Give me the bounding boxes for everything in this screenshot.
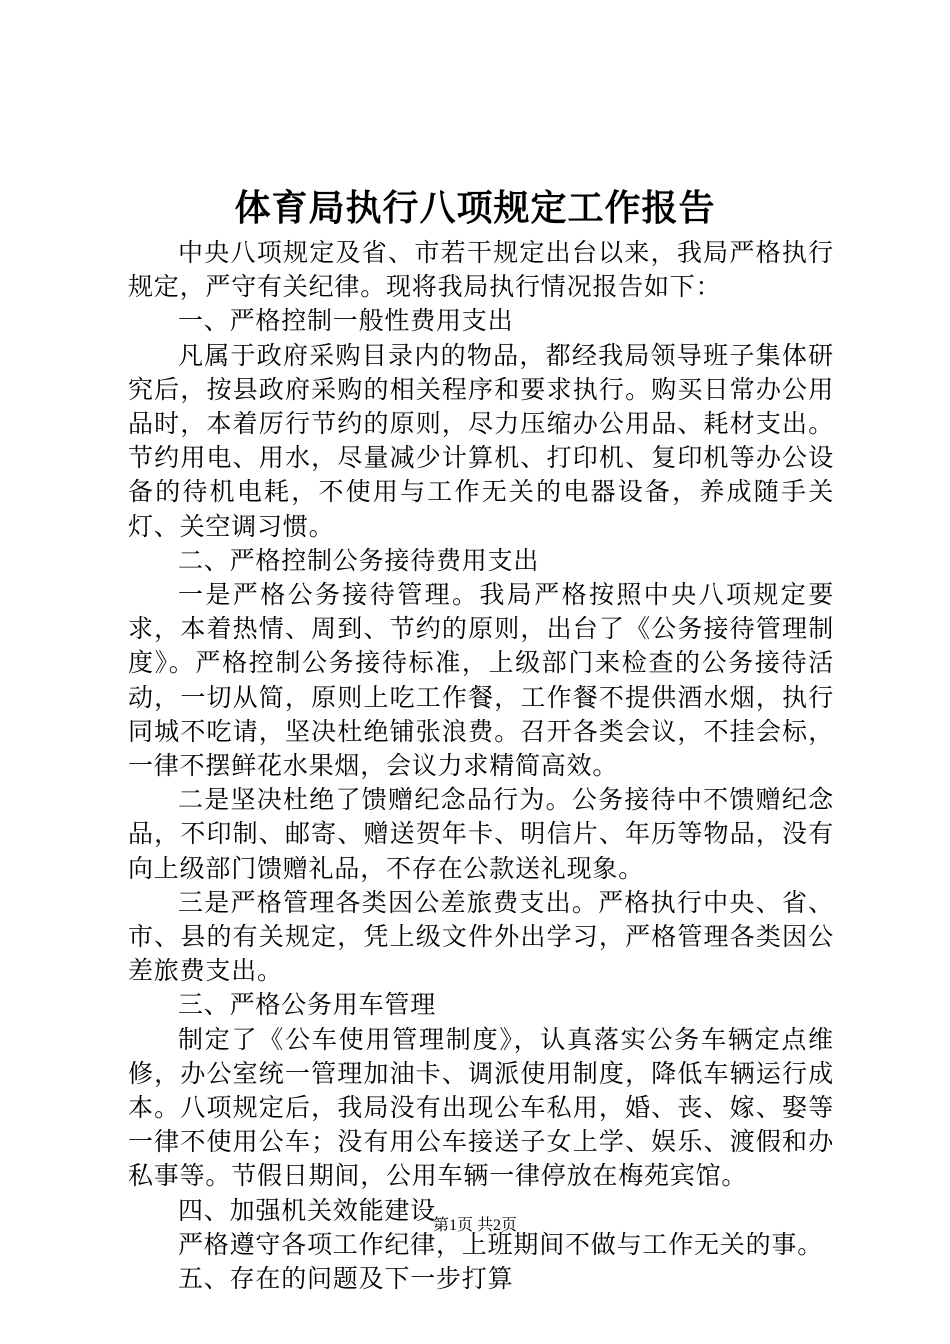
section-2-paragraph-1: 一是严格公务接待管理。我局严格按照中央八项规定要求，本着热情、周到、节约的原则，出台了《公务接待管理制度》。严格控制公务接待标准，上级部门来检查的公务接待活动，一切从简，原则上吃工作餐，工作餐不提供酒水烟，执行同城不吃请，坚决杜绝铺张浪费。召开各类会议，不挂会标，一律不摆鲜花水果烟，会议力求精简高效。 bbox=[128, 580, 834, 781]
section-heading-3: 三、严格公务用车管理 bbox=[178, 990, 437, 1020]
section-3-paragraph: 制定了《公车使用管理制度》，认真落实公务车辆定点维修，办公室统一管理加油卡、调派使用制度，降低车辆运行成本。八项规定后，我局没有出现公车私用，婚、丧、嫁、娶等一律不使用公车；没有用公车接送子女上学、娱乐、渡假和办私事等。节假日期间，公用车辆一律停放在梅苑宾馆。 bbox=[128, 1024, 834, 1191]
section-heading-5: 五、存在的问题及下一步打算 bbox=[178, 1264, 514, 1294]
section-2-paragraph-2: 二是坚决杜绝了馈赠纪念品行为。公务接待中不馈赠纪念品，不印制、邮寄、赠送贺年卡、明信片、年历等物品，没有向上级部门馈赠礼品，不存在公款送礼现象。 bbox=[128, 785, 834, 883]
section-2-paragraph-3: 三是严格管理各类因公差旅费支出。严格执行中央、省、市、县的有关规定，凭上级文件外出学习，严格管理各类因公差旅费支出。 bbox=[128, 887, 834, 986]
section-4-paragraph: 严格遵守各项工作纪律，上班期间不做与工作无关的事。 bbox=[178, 1229, 824, 1259]
document-body bbox=[128, 236, 834, 1296]
page-footer: 第1页 共2页 bbox=[432, 1217, 517, 1234]
section-1-paragraph: 凡属于政府采购目录内的物品，都经我局领导班子集体研究后，按县政府采购的相关程序和要求执行。购买日常办公用品时，本着厉行节约的原则，尽力压缩办公用品、耗材支出。节约用电、用水，尽量减少计算机、打印机、复印机等办公设备的待机电耗，不使用与工作无关的电器设备，养成随手关灯、关空调习惯。 bbox=[128, 340, 834, 541]
intro-paragraph: 中央八项规定及省、市若干规定出台以来，我局严格执行规定，严守有关纪律。现将我局执行情况报告如下： bbox=[128, 238, 834, 302]
document-title: 体育局执行八项规定工作报告 bbox=[234, 187, 716, 229]
section-heading-2: 二、严格控制公务接待费用支出 bbox=[178, 545, 540, 575]
section-heading-1: 一、严格控制一般性费用支出 bbox=[178, 306, 514, 336]
section-heading-4: 四、加强机关效能建设 bbox=[178, 1195, 437, 1225]
